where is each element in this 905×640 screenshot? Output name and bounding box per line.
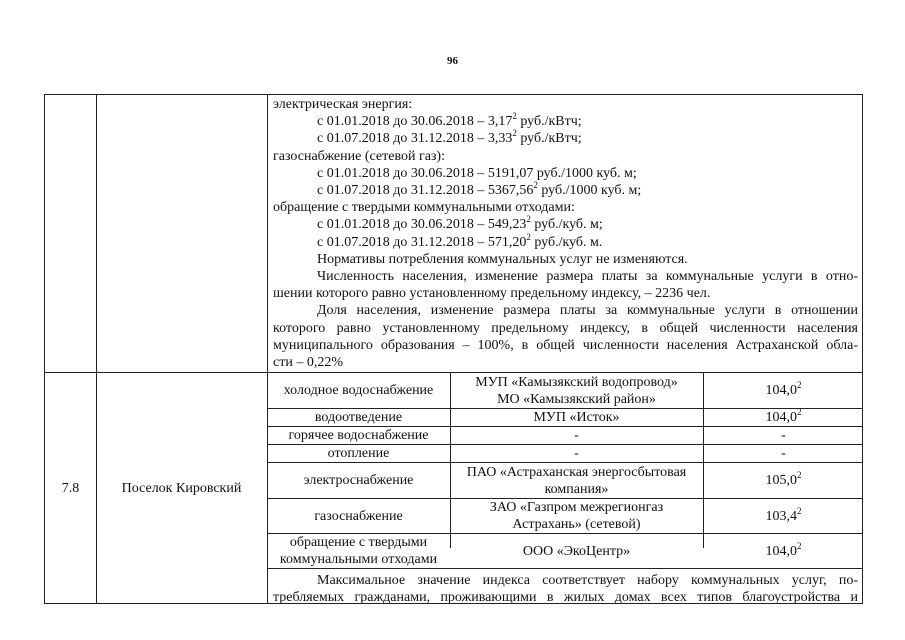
service-name: горячее водоснабжение xyxy=(288,428,429,443)
tariff-line: с 01.01.2018 до 30.06.2018 – 3,17$^2$ руб./кВтч; xyxy=(317,111,582,130)
service-provider: ООО «ЭкоЦентр» xyxy=(522,543,631,559)
tariff-line: Доля населения, изменение размера платы за коммунальные услуги в отношении xyxy=(317,303,858,319)
tariff-line: с 01.07.2018 до 31.12.2018 – 5367,56$^2$ руб./1000 куб. м; xyxy=(317,180,642,198)
tariff-line: с 01.07.2018 до 31.12.2018 – 3,33$^2$ руб./кВтч; xyxy=(317,128,582,147)
service-provider: - xyxy=(574,446,579,461)
tariff-line: Нормативы потребления коммунальных услуг не изменяются. xyxy=(317,251,688,267)
service-provider: МУП «Исток» xyxy=(533,410,620,425)
service-provider: ЗАО «Газпром межрегионгаз Астрахань» (сетевой) xyxy=(489,500,664,532)
tariff-line: газоснабжение (сетевой газ): xyxy=(273,148,445,164)
service-provider: - xyxy=(574,428,579,443)
service-provider: МУП «Камызякский водопровод» МО «Камызякский район» xyxy=(475,374,678,407)
service-index: 104,0$^2$ xyxy=(765,380,802,398)
tariff-line: обращение с твердыми коммунальными отходами: xyxy=(273,200,575,216)
service-name: водоотведение xyxy=(314,410,403,425)
page-number: 96 xyxy=(447,55,458,67)
tariff-line: сти – 0,22% xyxy=(273,355,343,370)
footer-line: Максимальное значение индекса соответствует набору коммунальных услуг, по- xyxy=(317,573,858,588)
tariff-line: Численность населения, изменение размера платы за коммунальные услуги в отно- xyxy=(317,269,858,284)
tariff-line: с 01.01.2018 до 30.06.2018 – 549,23$^2$ руб./куб. м; xyxy=(317,214,603,233)
service-index: 104,0$^2$ xyxy=(765,540,802,559)
row-number: 7.8 xyxy=(61,481,80,496)
tariff-line: электрическая энергия: xyxy=(273,97,413,112)
footer-line: требляемых гражданами, проживающими в жилых домах всех типов благоустройства и xyxy=(273,590,858,604)
tariff-line: муниципального образования – 100%, в общей численности населения Астраханской обла- xyxy=(273,337,858,353)
col-divider-1 xyxy=(96,95,97,603)
service-index: - xyxy=(781,446,786,461)
service-name: холодное водоснабжение xyxy=(283,383,434,398)
tariff-line: шении которого равно установленному предельному индексу, – 2236 чел. xyxy=(273,286,711,302)
service-index: 103,4$^2$ xyxy=(765,505,802,524)
tariff-line: которого равно установленному предельному индексу, в общей численности населения xyxy=(273,320,858,336)
tariff-line: с 01.01.2018 до 30.06.2018 – 5191,07 руб./1000 куб. м; xyxy=(317,165,637,181)
settlement-name: Поселок Кировский xyxy=(121,481,242,496)
service-name: отопление xyxy=(327,446,390,461)
service-index: - xyxy=(781,428,786,443)
service-name: электроснабжение xyxy=(303,473,414,488)
service-name: газоснабжение xyxy=(314,508,403,524)
service-provider: ПАО «Астраханская энергосбытовая компания» xyxy=(466,464,687,497)
service-index: 104,0$^2$ xyxy=(765,407,802,425)
service-divider-7 xyxy=(267,568,862,569)
tariff-line: с 01.07.2018 до 31.12.2018 – 571,20$^2$ руб./куб. м. xyxy=(317,231,603,250)
service-name: обращение с твердыми коммунальными отходами xyxy=(279,535,438,567)
service-index: 105,0$^2$ xyxy=(765,470,802,488)
document-table xyxy=(44,94,863,604)
